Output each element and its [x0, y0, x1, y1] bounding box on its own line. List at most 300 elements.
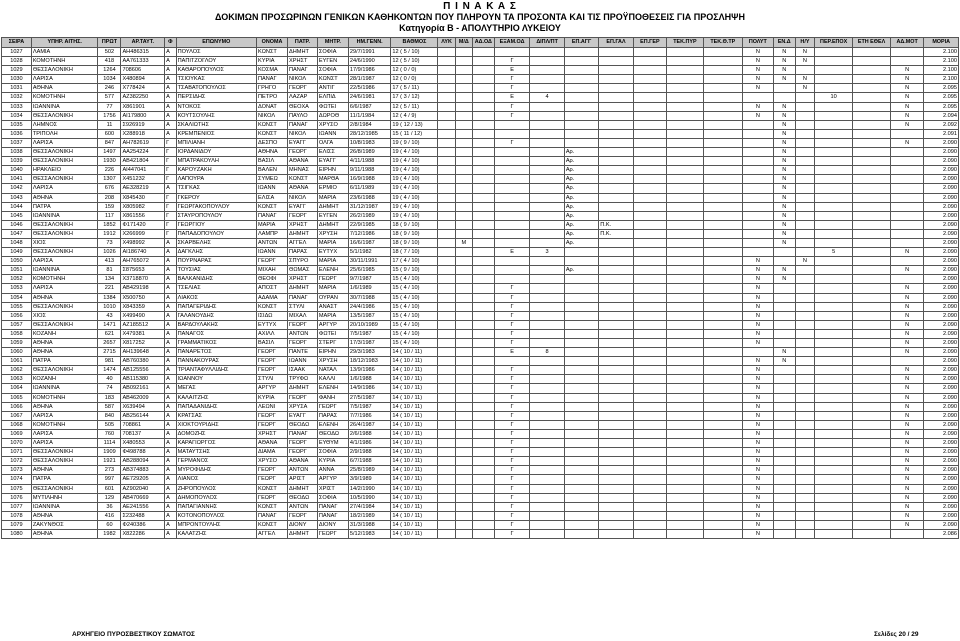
table-cell: [815, 493, 853, 502]
table-cell: 1056: [2, 311, 32, 320]
table-cell: ΠΑΠΑΓΙΑΝΝΗΣ: [176, 502, 256, 511]
table-cell: [795, 111, 815, 120]
table-cell: Γ: [494, 57, 530, 66]
table-cell: Χ3718870: [121, 275, 165, 284]
table-cell: [815, 320, 853, 329]
table-cell: [455, 57, 472, 66]
table-cell: [853, 275, 891, 284]
table-cell: Χ480553: [121, 439, 165, 448]
table-cell: 19 ( 4 / 10): [391, 211, 438, 220]
table-cell: ΝΤΟΚΟΣ: [176, 102, 256, 111]
table-cell: [633, 166, 666, 175]
table-cell: 4/1/1986: [348, 439, 391, 448]
table-cell: [795, 184, 815, 193]
table-row: [2, 357, 959, 366]
table-cell: Π.Κ.: [599, 229, 633, 238]
table-cell: [891, 211, 924, 220]
table-cell: Γ: [165, 220, 176, 229]
table-cell: [494, 129, 530, 138]
table-cell: ΓΡΑΜΜΑΤΙΚΟΣ: [176, 339, 256, 348]
table-cell: [564, 120, 598, 129]
table-cell: ΔΗΜΗΤ: [288, 529, 318, 538]
table-cell: Γ: [494, 493, 530, 502]
table-cell: [494, 148, 530, 157]
table-cell: N: [773, 157, 795, 166]
table-cell: Χ480894: [121, 75, 165, 84]
table-row: [2, 311, 959, 320]
table-row: [2, 475, 959, 484]
table-cell: [438, 220, 455, 229]
table-cell: ΠΟΥΛΟΣ: [176, 48, 256, 57]
table-cell: N: [773, 57, 795, 66]
table-cell: [815, 157, 853, 166]
table-cell: 6/6/1987: [348, 102, 391, 111]
table-cell: 1058: [2, 329, 32, 338]
table-cell: 2.090: [924, 311, 959, 320]
table-cell: [667, 520, 704, 529]
table-cell: ΙΟΡΔΑΝΙΔΟΥ: [176, 148, 256, 157]
table-cell: 15 ( 4 / 10): [391, 275, 438, 284]
table-row: [2, 393, 959, 402]
table-cell: [530, 57, 564, 66]
table-cell: [633, 357, 666, 366]
table-cell: [438, 448, 455, 457]
table-cell: ΙΩΑΝΝΙΝΑ: [31, 384, 98, 393]
table-cell: 1059: [2, 339, 32, 348]
table-cell: Γ: [494, 84, 530, 93]
table-row: [2, 375, 959, 384]
table-cell: [494, 184, 530, 193]
table-cell: N: [773, 229, 795, 238]
table-cell: Α: [165, 129, 176, 138]
table-cell: [815, 484, 853, 493]
table-cell: [455, 475, 472, 484]
table-cell: [742, 148, 773, 157]
table-row: [2, 266, 959, 275]
table-cell: [564, 402, 598, 411]
table-cell: Π.Κ.: [599, 220, 633, 229]
table-cell: N: [742, 311, 773, 320]
table-cell: Α: [165, 493, 176, 502]
table-cell: Ε: [494, 93, 530, 102]
table-cell: [455, 138, 472, 147]
table-cell: [599, 429, 633, 438]
table-cell: 10: [815, 93, 853, 102]
column-header: ΕΠ.ΓΑΛ: [599, 38, 633, 48]
table-cell: Μ: [455, 238, 472, 247]
table-cell: ΔΗΜΗΤ: [288, 484, 318, 493]
table-cell: [891, 193, 924, 202]
table-cell: [853, 393, 891, 402]
table-cell: [703, 220, 742, 229]
table-cell: ΑΝΤΩΝ: [288, 502, 318, 511]
table-cell: ΤΣΙΓΚΑΣ: [176, 184, 256, 193]
table-cell: ΜΙΧΑΛ: [288, 311, 318, 320]
table-cell: N: [795, 57, 815, 66]
table-cell: [472, 129, 494, 138]
table-cell: ΒΑΛΚΑΝΙΔΗΣ: [176, 275, 256, 284]
table-cell: ΠΕΤΡΟ: [257, 93, 288, 102]
table-cell: ΔΗΜΗΤ: [288, 284, 318, 293]
table-cell: Α: [165, 238, 176, 247]
table-cell: [494, 211, 530, 220]
table-cell: [438, 339, 455, 348]
table-cell: 1071: [2, 448, 32, 457]
table-cell: [703, 420, 742, 429]
table-cell: [438, 111, 455, 120]
table-cell: [795, 457, 815, 466]
table-cell: [599, 348, 633, 357]
table-cell: Α: [165, 402, 176, 411]
table-cell: N: [742, 48, 773, 57]
table-cell: 2.092: [924, 120, 959, 129]
table-cell: N: [891, 511, 924, 520]
table-cell: ΠΑΡΑΣ: [288, 248, 318, 257]
table-cell: 12 ( 5 / 10): [391, 48, 438, 57]
table-cell: [472, 511, 494, 520]
table-cell: [853, 238, 891, 247]
table-cell: ΣΤΥΛΙ: [257, 375, 288, 384]
table-cell: 208: [98, 193, 121, 202]
table-cell: N: [742, 266, 773, 275]
table-cell: 2.090: [924, 429, 959, 438]
table-cell: [633, 329, 666, 338]
table-cell: [667, 193, 704, 202]
table-cell: ΝΙΚΟΛ: [257, 111, 288, 120]
table-cell: 2.100: [924, 75, 959, 84]
table-cell: [494, 357, 530, 366]
table-cell: Α: [165, 275, 176, 284]
table-cell: Α: [165, 84, 176, 93]
table-cell: 246: [98, 84, 121, 93]
table-cell: Α: [165, 320, 176, 329]
table-cell: 2.095: [924, 102, 959, 111]
table-cell: ΤΟΥΣΙΑΣ: [176, 266, 256, 275]
table-cell: ΝΑΤΑΛ: [317, 366, 348, 375]
table-cell: [530, 229, 564, 238]
table-cell: N: [742, 384, 773, 393]
table-row: [2, 384, 959, 393]
table-cell: [815, 166, 853, 175]
table-cell: ΠΑΠΑΔΑΝΙΔΗΣ: [176, 402, 256, 411]
table-row: [2, 220, 959, 229]
table-cell: Γ: [494, 102, 530, 111]
table-cell: [599, 93, 633, 102]
table-cell: ΙΩΑΝΝΙΝΑ: [31, 211, 98, 220]
table-cell: ΧΡΗΣΤ: [288, 57, 318, 66]
table-cell: [599, 138, 633, 147]
table-cell: ΑΝΑΣΤ: [317, 302, 348, 311]
table-cell: [564, 429, 598, 438]
table-cell: N: [742, 57, 773, 66]
table-cell: ΠΑΝΝΑΚΟΥΡΑΣ: [176, 357, 256, 366]
table-cell: [667, 357, 704, 366]
table-cell: ΑΓΓΕΛ: [257, 529, 288, 538]
table-cell: [438, 266, 455, 275]
table-cell: [667, 484, 704, 493]
column-header: ΤΕΚ.Θ.ΤΡ: [703, 38, 742, 48]
table-cell: [703, 284, 742, 293]
table-cell: [633, 148, 666, 157]
table-cell: [703, 339, 742, 348]
table-cell: [472, 439, 494, 448]
table-cell: ΣΟΦΙΑ: [317, 66, 348, 75]
table-cell: 1010: [98, 302, 121, 311]
table-cell: [773, 329, 795, 338]
table-cell: ΓΕΩΡΓ: [288, 84, 318, 93]
table-cell: ΑΒ288094: [121, 457, 165, 466]
table-cell: [455, 175, 472, 184]
table-cell: [667, 293, 704, 302]
table-cell: Α: [165, 484, 176, 493]
table-cell: 2715: [98, 348, 121, 357]
table-cell: 708137: [121, 429, 165, 438]
table-cell: [438, 275, 455, 284]
table-cell: 1049: [2, 248, 32, 257]
table-cell: [455, 311, 472, 320]
table-cell: [438, 375, 455, 384]
table-cell: [633, 457, 666, 466]
table-cell: [773, 384, 795, 393]
table-cell: [703, 529, 742, 538]
table-cell: 14 ( 10 / 11): [391, 384, 438, 393]
table-cell: [633, 175, 666, 184]
table-cell: [703, 448, 742, 457]
table-cell: [703, 466, 742, 475]
table-cell: Χ288918: [121, 129, 165, 138]
table-cell: ΛΑΜΠΡ: [257, 229, 288, 238]
column-header: ΠΟΛΥΤ: [742, 38, 773, 48]
table-cell: ΜΑΡΙΑ: [317, 311, 348, 320]
table-cell: Αρ.: [564, 220, 598, 229]
table-cell: ΚΟΜΟΤΗΝΗ: [31, 275, 98, 284]
table-cell: 27/5/1987: [348, 393, 391, 402]
table-cell: [455, 511, 472, 520]
table-cell: [472, 457, 494, 466]
column-header: ΤΕΚ.ΠΥΡ: [667, 38, 704, 48]
table-cell: [742, 93, 773, 102]
table-cell: 17 ( 4 / 10): [391, 257, 438, 266]
table-cell: Γ: [494, 448, 530, 457]
table-cell: 19 ( 4 / 10): [391, 166, 438, 175]
table-cell: [773, 457, 795, 466]
table-cell: 1034: [2, 111, 32, 120]
table-cell: N: [795, 75, 815, 84]
table-cell: 2.090: [924, 257, 959, 266]
table-cell: ΠΑΝΑΓ: [317, 511, 348, 520]
table-cell: ΑΓΓΕΛ: [288, 238, 318, 247]
table-cell: [472, 238, 494, 247]
table-cell: Χ805982: [121, 202, 165, 211]
column-header: ΜΟΡΙΑ: [924, 38, 959, 48]
table-cell: [742, 166, 773, 175]
table-cell: Γ: [494, 429, 530, 438]
table-cell: ΚΥΡΙΑ: [257, 393, 288, 402]
table-cell: ΔΕΣΠΟ: [257, 138, 288, 147]
table-cell: 18 ( 9 / 10): [391, 238, 438, 247]
table-cell: 18 ( 9 / 10): [391, 220, 438, 229]
table-cell: [455, 439, 472, 448]
table-cell: Γ: [494, 475, 530, 484]
table-cell: 19 ( 4 / 10): [391, 184, 438, 193]
table-cell: [564, 320, 598, 329]
table-cell: N: [891, 393, 924, 402]
table-cell: ΠΑΝΑΓ: [288, 66, 318, 75]
table-cell: Αρ.: [564, 193, 598, 202]
table-row: [2, 366, 959, 375]
table-cell: Γ: [494, 420, 530, 429]
table-cell: [494, 266, 530, 275]
table-cell: [438, 75, 455, 84]
table-cell: ΕΛΕΝΗ: [317, 384, 348, 393]
table-cell: 15 ( 4 / 10): [391, 293, 438, 302]
table-cell: [815, 411, 853, 420]
table-cell: Χ479381: [121, 329, 165, 338]
table-cell: ΔΟΝΑΤ: [257, 102, 288, 111]
table-cell: ΓΕΡΜΑΝΟΣ: [176, 457, 256, 466]
table-cell: [530, 129, 564, 138]
table-cell: [564, 375, 598, 384]
table-cell: ΓΕΩΡΓ: [288, 511, 318, 520]
table-cell: 19 ( 4 / 10): [391, 202, 438, 211]
table-cell: ΑΘΑΝΑ: [257, 439, 288, 448]
table-cell: 1048: [2, 238, 32, 247]
table-cell: ΛΑΡΙΣΑ: [31, 138, 98, 147]
table-cell: N: [742, 502, 773, 511]
table-cell: [773, 529, 795, 538]
table-cell: Γ: [494, 502, 530, 511]
column-header: ΕΤΗ ΕΘΕΛ: [853, 38, 891, 48]
table-cell: [667, 148, 704, 157]
table-cell: [773, 284, 795, 293]
table-cell: [667, 457, 704, 466]
table-cell: [795, 329, 815, 338]
table-cell: [564, 366, 598, 375]
table-cell: [633, 211, 666, 220]
table-cell: [703, 320, 742, 329]
table-cell: [667, 248, 704, 257]
table-cell: ΚΑΡΟΥΖΑΚΗ: [176, 166, 256, 175]
table-cell: [795, 66, 815, 75]
table-cell: [853, 311, 891, 320]
table-cell: [599, 275, 633, 284]
table-cell: [438, 357, 455, 366]
table-cell: N: [891, 266, 924, 275]
table-cell: 1042: [2, 184, 32, 193]
table-cell: 1066: [2, 402, 32, 411]
table-cell: ΜΑΡΙΑ: [317, 257, 348, 266]
table-cell: [438, 211, 455, 220]
table-cell: [667, 466, 704, 475]
table-cell: [564, 502, 598, 511]
table-cell: ΕΥΓΕΝ: [317, 211, 348, 220]
table-cell: [742, 193, 773, 202]
table-cell: [530, 448, 564, 457]
table-cell: ΘΕΣΣΑΛΟΝΙΚΗ: [31, 220, 98, 229]
table-cell: ΔΗΜΗΤ: [317, 220, 348, 229]
table-cell: [773, 293, 795, 302]
table-cell: 81: [98, 266, 121, 275]
table-cell: [853, 466, 891, 475]
table-cell: 2.090: [924, 375, 959, 384]
table-cell: [891, 202, 924, 211]
table-cell: 2.090: [924, 475, 959, 484]
table-cell: Α: [165, 466, 176, 475]
table-cell: [853, 129, 891, 138]
table-cell: [530, 120, 564, 129]
column-header: ΣΕΙΡΑ: [2, 38, 32, 48]
table-cell: ΛΗΜΝΟΣ: [31, 120, 98, 129]
table-cell: 2.091: [924, 129, 959, 138]
table-cell: [891, 238, 924, 247]
table-cell: [667, 275, 704, 284]
table-cell: 2.090: [924, 348, 959, 357]
table-cell: 1756: [98, 111, 121, 120]
table-cell: 15 ( 4 / 10): [391, 339, 438, 348]
table-cell: ΘΕΣΣΑΛΟΝΙΚΗ: [31, 366, 98, 375]
table-cell: ΚΩΝΣΤ: [317, 75, 348, 84]
table-cell: ΜΑΡΙΑ: [257, 220, 288, 229]
table-cell: Γ: [165, 202, 176, 211]
table-cell: [599, 84, 633, 93]
table-cell: ΑΒ092161: [121, 384, 165, 393]
table-cell: 1030: [2, 75, 32, 84]
table-cell: 19 ( 12 / 13): [391, 120, 438, 129]
table-cell: [633, 520, 666, 529]
table-cell: ΤΣΕΛΙΑΣ: [176, 284, 256, 293]
table-cell: ΓΕΩΡΓ: [288, 339, 318, 348]
table-cell: N: [891, 411, 924, 420]
table-cell: 4: [530, 93, 564, 102]
table-cell: [438, 384, 455, 393]
table-cell: ΧΡΗΣΤ: [288, 275, 318, 284]
table-cell: [564, 475, 598, 484]
table-cell: [703, 429, 742, 438]
table-cell: 1471: [98, 320, 121, 329]
table-cell: 1032: [2, 93, 32, 102]
table-cell: 30/11/1991: [348, 257, 391, 266]
table-cell: [633, 111, 666, 120]
table-row: [2, 75, 959, 84]
table-cell: 3: [530, 248, 564, 257]
table-cell: Γ: [494, 320, 530, 329]
table-cell: [667, 329, 704, 338]
table-cell: [795, 238, 815, 247]
table-cell: [472, 384, 494, 393]
table-cell: 1852: [98, 220, 121, 229]
table-cell: [633, 66, 666, 75]
table-cell: ΑΝΤΩΝ: [257, 238, 288, 247]
table-cell: [455, 66, 472, 75]
table-cell: [530, 138, 564, 147]
table-cell: Α: [165, 102, 176, 111]
table-cell: Σ875653: [121, 266, 165, 275]
table-cell: [599, 266, 633, 275]
table-cell: [815, 502, 853, 511]
table-cell: ΠΑΝΑΓ: [257, 511, 288, 520]
table-cell: N: [891, 429, 924, 438]
table-cell: ΣΚΑΡΒΕΛΗΣ: [176, 238, 256, 247]
column-header: ΕΞΑΜ.ΟΔ: [494, 38, 530, 48]
column-header: ΕΠ.ΑΓΓ: [564, 38, 598, 48]
table-cell: [815, 184, 853, 193]
table-cell: ΑΔΑΜΑ: [257, 293, 288, 302]
table-cell: [455, 348, 472, 357]
table-cell: [815, 84, 853, 93]
table-cell: 2/8/1984: [348, 120, 391, 129]
table-cell: [438, 293, 455, 302]
table-cell: 1079: [2, 520, 32, 529]
